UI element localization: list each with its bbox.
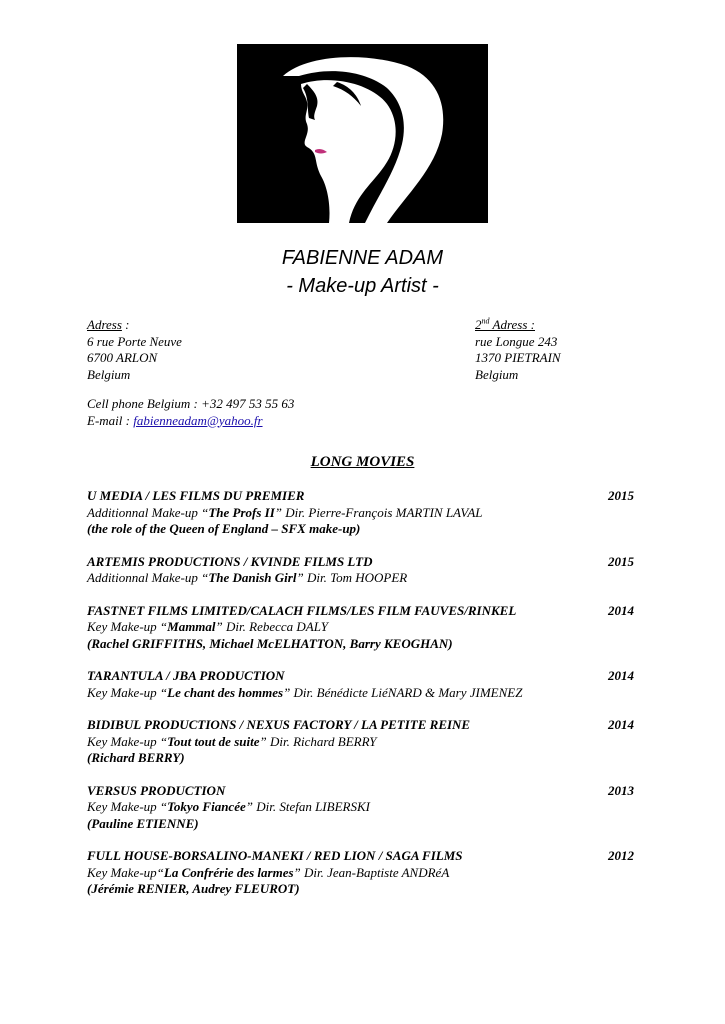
- production-company: BIDIBUL PRODUCTIONS / NEXUS FACTORY / LA PETITE REINE: [87, 717, 471, 732]
- production-company: U MEDIA / LES FILMS DU PREMIER: [87, 488, 305, 503]
- year: 2014: [608, 717, 634, 732]
- film-title: The Danish Girl: [208, 570, 297, 585]
- address-line: 6 rue Porte Neuve: [87, 333, 182, 349]
- year: 2015: [608, 488, 634, 503]
- year: 2015: [608, 553, 634, 569]
- cast-line: (the role of the Queen of England – SFX make-up): [87, 521, 361, 536]
- woman-profile-silhouette-icon: [237, 44, 488, 223]
- year: 2014: [608, 602, 634, 618]
- role-line: Key Make-up “Tout tout de suite” Dir. Richard BERRY: [87, 733, 377, 749]
- year: 2014: [608, 668, 634, 683]
- address-label: Adress :: [87, 317, 130, 332]
- filmography-list: [87, 488, 634, 914]
- role-line: Additionnal Make-up “The Danish Girl” Dir. Tom HOOPER: [87, 570, 408, 585]
- production-company: FASTNET FILMS LIMITED/CALACH FILMS/LES FILM FAUVES/RINKEL: [87, 602, 517, 618]
- production-company: TARANTULA / JBA PRODUCTION: [87, 668, 285, 683]
- artist-title: - Make-up Artist -: [286, 275, 439, 297]
- production-company: VERSUS PRODUCTION: [87, 782, 226, 798]
- list-item: [87, 717, 634, 767]
- email-link[interactable]: fabienneadam@yahoo.fr: [133, 412, 263, 428]
- cast-line: (Rachel GRIFFITHS, Michael McELHATTON, Barry KEOGHAN): [87, 635, 453, 651]
- contact-block: [87, 396, 294, 429]
- section-title: LONG MOVIES: [310, 454, 415, 470]
- role-line: Key Make-up “Tokyo Fiancée” Dir. Stefan LIBERSKI: [87, 799, 370, 814]
- cast-line: (Richard BERRY): [87, 750, 185, 765]
- phone-number: Cell phone Belgium : +32 497 53 55 63: [87, 396, 295, 411]
- film-title: Tokyo Fiancée: [167, 799, 246, 814]
- year: 2012: [608, 848, 634, 863]
- film-title: Mammal: [167, 619, 216, 634]
- address-line: 6700 ARLON: [87, 350, 158, 365]
- list-item: [87, 783, 634, 833]
- list-item: [87, 603, 634, 653]
- film-title: Le chant des hommes: [167, 684, 284, 700]
- list-item: [87, 488, 634, 538]
- production-company: ARTEMIS PRODUCTIONS / KVINDE FILMS LTD: [87, 553, 373, 569]
- email-line: E-mail : fabienneadam@yahoo.fr: [87, 412, 263, 428]
- address-line: 1370 PIETRAIN: [475, 350, 561, 365]
- logo: [237, 44, 488, 223]
- year: 2013: [608, 782, 634, 798]
- address-primary: [87, 317, 182, 383]
- cast-line: (Pauline ETIENNE): [87, 815, 199, 831]
- film-title: Tout tout de suite: [167, 733, 260, 749]
- list-item: [87, 848, 634, 898]
- role-line: Key Make-up “Le chant des hommes” Dir. Bénédicte LiéNARD & Mary JIMENEZ: [87, 684, 523, 700]
- address-secondary: [475, 317, 561, 383]
- cast-line: (Jérémie RENIER, Audrey FLEUROT): [87, 881, 300, 896]
- address-line: Belgium: [87, 366, 131, 382]
- role-line: Additionnal Make-up “The Profs II” Dir. Pierre-François MARTIN LAVAL: [87, 504, 483, 520]
- role-line: Key Make-up“La Confrérie des larmes” Dir. Jean-Baptiste ANDRéA: [87, 864, 450, 880]
- production-company: FULL HOUSE-BORSALINO-MANEKI / RED LION / SAGA FILMS: [87, 848, 463, 863]
- film-title: La Confrérie des larmes: [163, 864, 294, 880]
- role-line: Key Make-up “Mammal” Dir. Rebecca DALY: [87, 619, 328, 634]
- list-item: [87, 554, 634, 587]
- address-line: Belgium: [475, 366, 519, 382]
- list-item: [87, 668, 634, 701]
- artist-name: FABIENNE ADAM: [281, 247, 444, 269]
- address-line: rue Longue 243: [475, 333, 558, 349]
- film-title: The Profs II: [208, 504, 275, 520]
- address-label: 2nd Adress :: [475, 316, 535, 332]
